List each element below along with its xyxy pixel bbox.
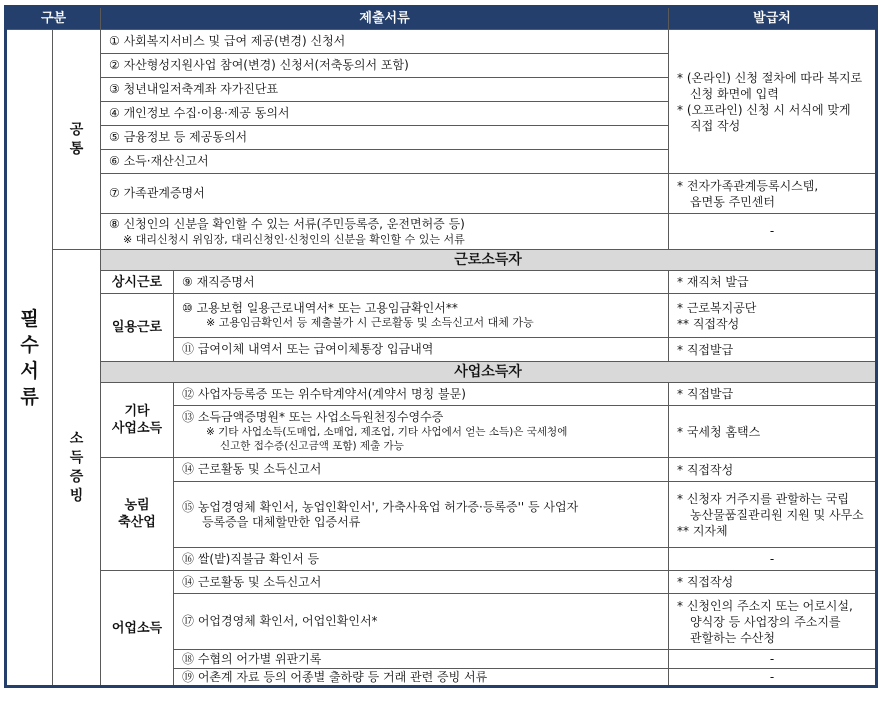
fishery-label: 어업소득 — [101, 571, 174, 687]
fish-dash-1: - — [669, 650, 877, 669]
fish-doc-3: ⑱ 수협의 어가별 위판기록 — [174, 650, 669, 669]
fish-doc-4: ⑲ 어촌계 자료 등의 어종별 출하량 등 거래 관련 증빙 서류 — [174, 669, 669, 687]
common-dash: - — [669, 214, 877, 250]
regular-label: 상시근로 — [101, 271, 174, 294]
regular-issuer: * 재직처 발급 — [669, 271, 877, 294]
farm-doc-1: ⑭ 근로활동 및 소득신고서 — [174, 458, 669, 482]
earned-section: 근로소득자 — [101, 250, 877, 271]
business-section: 사업소득자 — [101, 362, 877, 383]
fish-issuer-2: * 신청인의 주소지 또는 어로시설, 양식장 등 사업장의 주소지를 관할하는 수산청 — [669, 594, 877, 650]
common-doc-5: ⑤ 금융정보 등 제공동의서 — [101, 126, 669, 150]
header-documents: 제출서류 — [101, 7, 669, 30]
farm-issuer-1: * 직접작성 — [669, 458, 877, 482]
regular-doc: ⑨ 재직증명서 — [174, 271, 669, 294]
fish-doc-1: ⑭ 근로활동 및 소득신고서 — [174, 571, 669, 594]
other-issuer-1: * 직접발급 — [669, 383, 877, 406]
common-doc-8: ⑧ 신청인의 신분을 확인할 수 있는 서류(주민등록증, 운전면허증 등) ※ 대리신청시 위임장, 대리신청인·신청인의 신분을 확인할 수 있는 서류 — [101, 214, 669, 250]
common-label: 공 통 — [53, 30, 101, 250]
online-issuer: * (온라인) 신청 절차에 따라 복지로 신청 화면에 입력 * (오프라인) 신청 시 서식에 맞게 직접 작성 — [669, 30, 877, 174]
document-table — [4, 5, 878, 688]
daily-issuer: * 근로복지공단 ** 직접작성 — [669, 294, 877, 338]
farm-label: 농림 축산업 — [101, 458, 174, 571]
header-issuer: 발급처 — [669, 7, 877, 30]
common-doc-4: ④ 개인정보 수집·이용·제공 동의서 — [101, 102, 669, 126]
daily-label: 일용근로 — [101, 294, 174, 362]
header-category: 구분 — [6, 7, 101, 30]
other-doc-2: ⑬ 소득금액증명원* 또는 사업소득원천징수영수증 ※ 기타 사업소득(도매업, 소매업, 제조업, 기타 사업에서 얻는 소득)은 국세청에 신고한 접수증(신고금액 포함) 제출 가능 — [174, 406, 669, 458]
common-doc-6: ⑥ 소득·재산신고서 — [101, 150, 669, 174]
farm-dash: - — [669, 548, 877, 571]
common-doc-2: ② 자산형성지원사업 참여(변경) 신청서(저축동의서 포함) — [101, 54, 669, 78]
farm-issuer-2: * 신청자 거주지를 관할하는 국립 농산물품질관리원 지원 및 사무소 ** 지자체 — [669, 482, 877, 548]
common-doc-7: ⑦ 가족관계증명서 — [101, 174, 669, 214]
other-business-label: 기타 사업소득 — [101, 383, 174, 458]
common-doc-1: ① 사회복지서비스 및 급여 제공(변경) 신청서 — [101, 30, 669, 54]
farm-doc-2: ⑮ 농업경영체 확인서, 농업인확인서', 가축사육업 허가증·등록증'' 등 사업자 등록증을 대체할만한 입증서류 — [174, 482, 669, 548]
common-doc-3: ③ 청년내일저축계좌 자가진단표 — [101, 78, 669, 102]
fish-issuer-1: * 직접작성 — [669, 571, 877, 594]
income-label: 소 득 증 빙 — [53, 250, 101, 687]
required-label: 필 수 서 류 — [6, 30, 53, 687]
farm-doc-3: ⑯ 쌀(밭)직불금 확인서 등 — [174, 548, 669, 571]
family-issuer: * 전자가족관계등록시스템, 읍면동 주민센터 — [669, 174, 877, 214]
other-doc-1: ⑫ 사업자등록증 또는 위수탁계약서(계약서 명칭 불문) — [174, 383, 669, 406]
daily-doc-2: ⑪ 급여이체 내역서 또는 급여이체통장 입금내역 — [174, 338, 669, 362]
other-issuer-2: * 국세청 홈택스 — [669, 406, 877, 458]
daily-doc: ⑩ 고용보험 일용근로내역서* 또는 고용임금확인서** ※ 고용임금확인서 등 제출불가 시 근로활동 및 소득신고서 대체 가능 — [174, 294, 669, 338]
fish-doc-2: ⑰ 어업경영체 확인서, 어업인확인서* — [174, 594, 669, 650]
fish-dash-2: - — [669, 669, 877, 687]
daily-issuer-2: * 직접발급 — [669, 338, 877, 362]
